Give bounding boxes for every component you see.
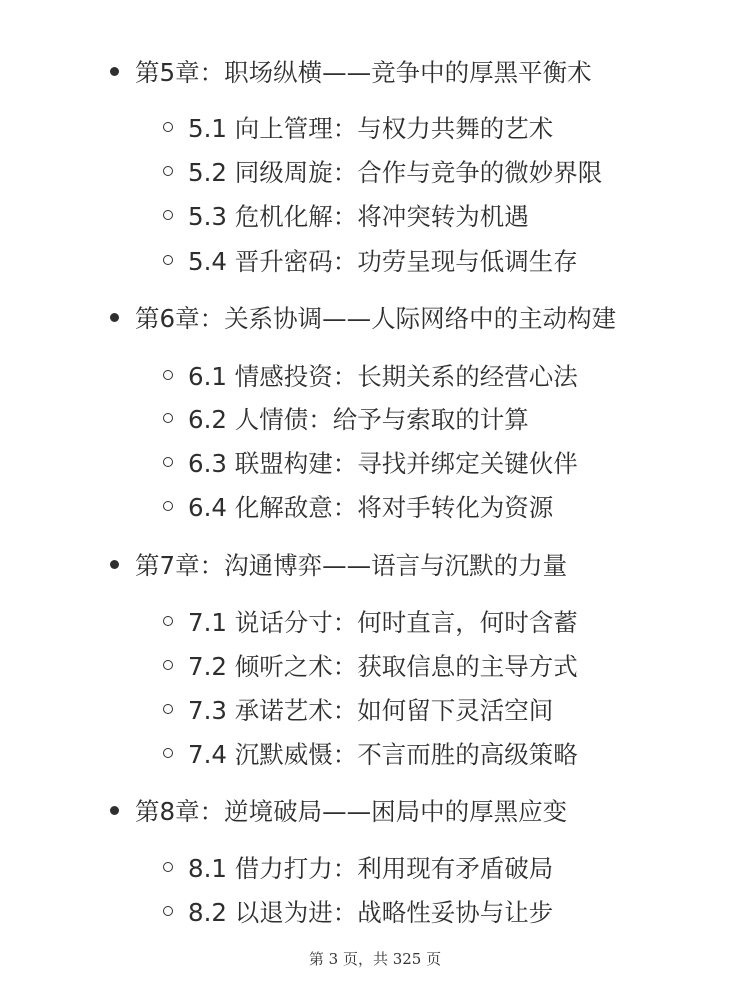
section-title: 7.4 沉默威慑：不言而胜的高级策略 bbox=[188, 739, 578, 769]
hollow-bullet-icon bbox=[163, 457, 173, 467]
section-title: 7.3 承诺艺术：如何留下灵活空间 bbox=[188, 695, 554, 725]
hollow-bullet-icon bbox=[163, 255, 173, 265]
section-title: 7.1 说话分寸：何时直言，何时含蓄 bbox=[188, 607, 578, 637]
section-7-4 bbox=[163, 735, 578, 771]
section-5-4 bbox=[163, 242, 578, 278]
hollow-bullet-icon bbox=[163, 660, 173, 670]
section-7-3 bbox=[163, 691, 553, 727]
section-6-2 bbox=[163, 400, 529, 436]
section-title: 5.2 同级周旋：合作与竞争的微妙界限 bbox=[188, 157, 603, 187]
hollow-bullet-icon bbox=[163, 704, 173, 714]
section-7-1 bbox=[163, 603, 578, 639]
section-8-1 bbox=[163, 849, 553, 885]
section-title: 6.2 人情债：给予与索取的计算 bbox=[188, 404, 529, 434]
section-6-4 bbox=[163, 488, 553, 524]
hollow-bullet-icon bbox=[163, 906, 173, 916]
section-title: 5.1 向上管理：与权力共舞的艺术 bbox=[188, 113, 554, 143]
hollow-bullet-icon bbox=[163, 122, 173, 132]
chapter-title: 第6章：关系协调——人际网络中的主动构建 bbox=[135, 303, 617, 333]
hollow-bullet-icon bbox=[163, 413, 173, 423]
hollow-bullet-icon bbox=[163, 501, 173, 511]
chapter-6-item bbox=[110, 297, 616, 337]
chapter-title: 第8章：逆境破局——困局中的厚黑应变 bbox=[135, 796, 568, 826]
section-title: 5.3 危机化解：将冲突转为机遇 bbox=[188, 201, 529, 231]
section-6-1 bbox=[163, 357, 578, 393]
section-5-2 bbox=[163, 153, 602, 189]
section-8-2 bbox=[163, 893, 553, 929]
hollow-bullet-icon bbox=[163, 370, 173, 380]
page-number-footer: 第 3 页，共 325 页 bbox=[308, 950, 442, 968]
chapter-title: 第5章：职场纵横——竞争中的厚黑平衡术 bbox=[135, 57, 592, 87]
section-title: 8.2 以退为进：战略性妥协与让步 bbox=[188, 897, 554, 927]
chapter-8-item bbox=[110, 790, 567, 830]
section-title: 6.4 化解敌意：将对手转化为资源 bbox=[188, 492, 554, 522]
hollow-bullet-icon bbox=[163, 210, 173, 220]
bullet-icon bbox=[110, 67, 119, 76]
section-title: 7.2 倾听之术：获取信息的主导方式 bbox=[188, 651, 578, 681]
hollow-bullet-icon bbox=[163, 166, 173, 176]
section-7-2 bbox=[163, 647, 578, 683]
section-5-1 bbox=[163, 109, 553, 145]
section-title: 5.4 晋升密码：功劳呈现与低调生存 bbox=[188, 246, 578, 276]
section-title: 6.3 联盟构建：寻找并绑定关键伙伴 bbox=[188, 448, 578, 478]
hollow-bullet-icon bbox=[163, 862, 173, 872]
bullet-icon bbox=[110, 806, 119, 815]
chapter-5-item bbox=[110, 51, 592, 91]
section-6-3 bbox=[163, 444, 578, 480]
section-title: 6.1 情感投资：长期关系的经营心法 bbox=[188, 361, 578, 391]
hollow-bullet-icon bbox=[163, 748, 173, 758]
hollow-bullet-icon bbox=[163, 616, 173, 626]
section-title: 8.1 借力打力：利用现有矛盾破局 bbox=[188, 853, 554, 883]
section-5-3 bbox=[163, 197, 529, 233]
bullet-icon bbox=[110, 313, 119, 322]
bullet-icon bbox=[110, 560, 119, 569]
chapter-7-item bbox=[110, 544, 567, 584]
chapter-title: 第7章：沟通博弈——语言与沉默的力量 bbox=[135, 550, 568, 580]
